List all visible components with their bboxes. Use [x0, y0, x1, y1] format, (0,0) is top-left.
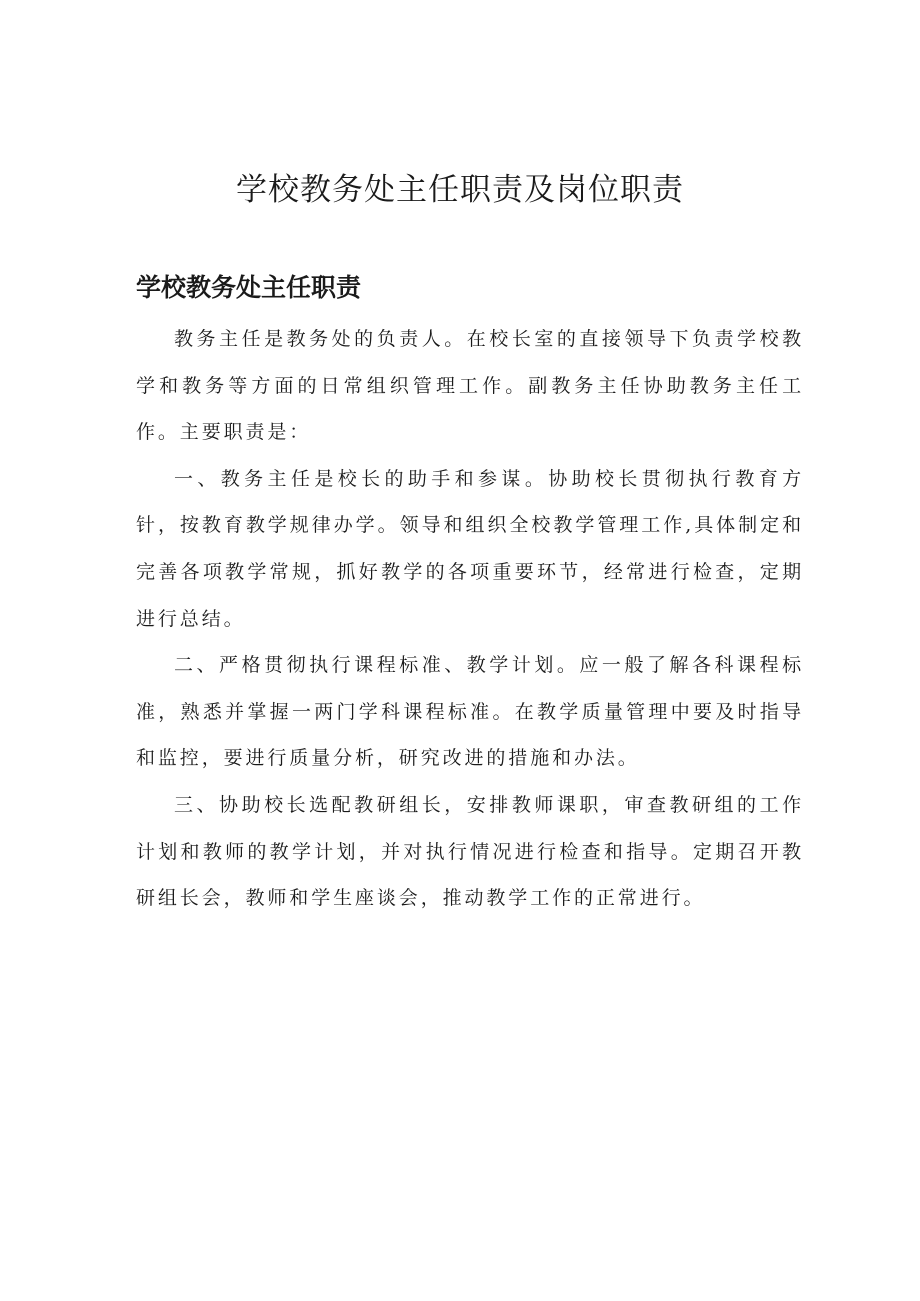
document-title: 学校教务处主任职责及岗位职责 — [236, 172, 684, 208]
paragraph-duty-3: 三、协助校长选配教研组长，安排教师课职，审查教研组的工作计划和教师的教学计划，并对执行情况进行检查和指导。定期召开教研组长会，教师和学生座谈会，推动教学工作的正常进行。 — [136, 793, 804, 910]
paragraph-duty-1: 一、教务主任是校长的助手和参谋。协助校长贯彻执行教育方针，按教育教学规律办学。领导和组织全校教学管理工作,具体制定和完善各项教学常规，抓好教学的各项重要环节，经常进行检查，定期进行总结。 — [136, 467, 804, 630]
document-body — [136, 316, 804, 922]
paragraph-duty-2: 二、严格贯彻执行课程标准、教学计划。应一般了解各科课程标准，熟悉并掌握一两门学科课程标准。在教学质量管理中要及时指导和监控，要进行质量分析，研究改进的措施和办法。 — [136, 654, 804, 770]
section-heading: 学校教务处主任职责 — [136, 273, 362, 302]
paragraph-intro: 教务主任是教务处的负责人。在校长室的直接领导下负责学校教学和教务等方面的日常组织管理工作。副教务主任协助教务主任工作。主要职责是： — [136, 328, 804, 444]
